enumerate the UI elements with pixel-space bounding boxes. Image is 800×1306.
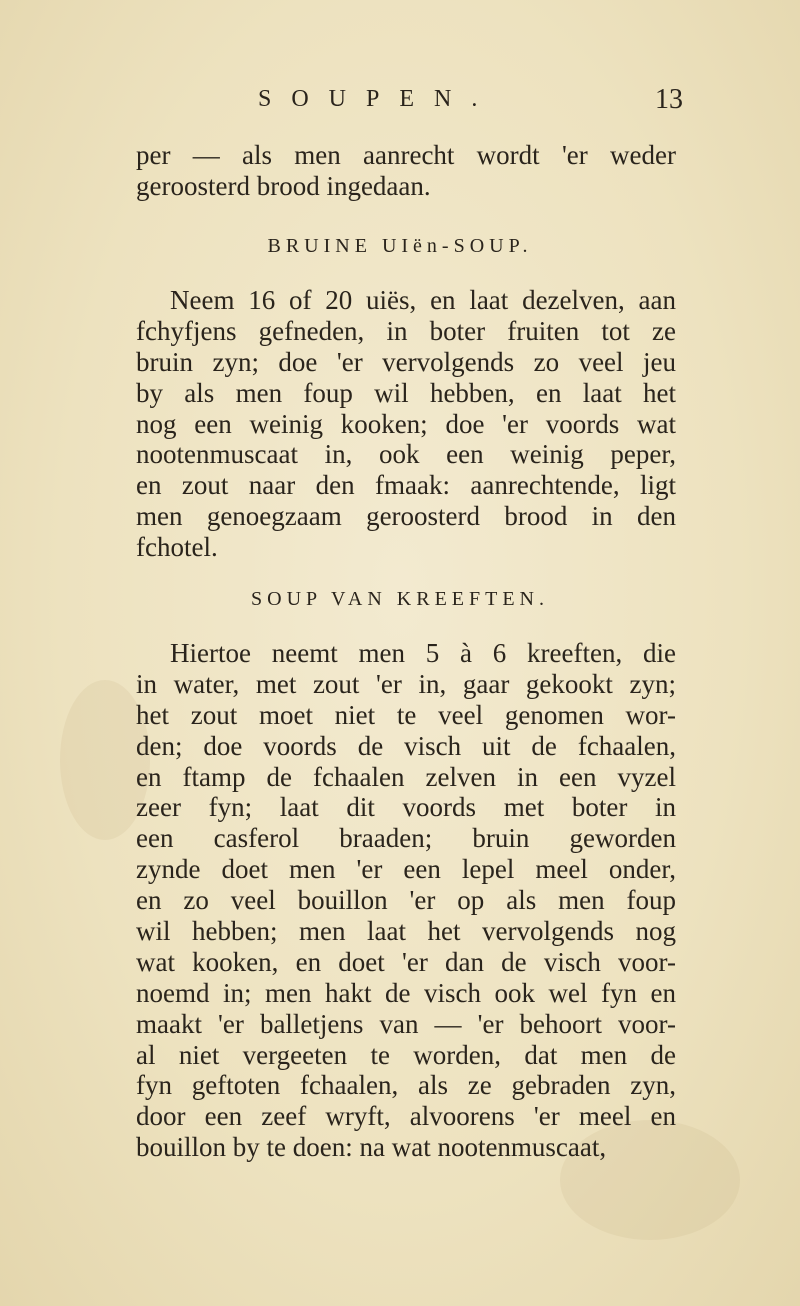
text-line: wat kooken, en doet 'er dan de visch voor- <box>136 946 676 977</box>
text-line: nootenmuscaat in, ook een weinig peper, <box>136 439 676 470</box>
section-paragraph <box>136 285 676 563</box>
text-line: noemd in; men hakt de visch ook wel fyn en <box>136 977 676 1008</box>
text-line: fchotel. <box>136 532 218 563</box>
text-line: den; doe voords de visch uit de fchaalen, <box>136 730 676 761</box>
text-line: by als men foup wil hebben, en laat het <box>136 377 676 408</box>
running-head: SOUPEN. <box>258 86 498 112</box>
text-line: zynde doet men 'er een lepel meel onder, <box>136 854 676 885</box>
text-line: en zout naar den fmaak: aanrechtende, ligt <box>136 470 676 501</box>
text-line: en ftamp de fchaalen zelven in een vyzel <box>136 761 676 792</box>
section-paragraph <box>136 638 676 1163</box>
text-line: het zout moet niet te veel genomen wor- <box>136 699 676 730</box>
page-number: 13 <box>655 84 683 115</box>
section-heading: BRUINE UIën-SOUP. <box>267 235 533 257</box>
text-line: Neem 16 of 20 uiës, en laat dezelven, aan <box>170 285 676 315</box>
text-line: bouillon by te doen: na wat nootenmuscaat, <box>136 1132 607 1163</box>
text-line: een casferol braaden; bruin geworden <box>136 823 676 854</box>
text-line: maakt 'er balletjens van — 'er behoort voor- <box>136 1008 676 1039</box>
text-line: wil hebben; men laat het vervolgends nog <box>136 916 676 947</box>
text-line: door een zeef wryft, alvoorens 'er meel en <box>136 1101 676 1132</box>
text-line: bruin zyn; doe 'er vervolgends zo veel jeu <box>136 346 676 377</box>
text-line: nog een weinig kooken; doe 'er voords wat <box>136 408 676 439</box>
text-line: fyn geftoten fchaalen, als ze gebraden zyn, <box>136 1070 676 1101</box>
text-line: in water, met zout 'er in, gaar gekookt zyn; <box>136 668 676 699</box>
text-line: men genoegzaam geroosterd brood in den <box>136 501 676 532</box>
section-heading: SOUP VAN KREEFTEN. <box>251 588 549 610</box>
text-line: al niet vergeeten te worden, dat men de <box>136 1039 676 1070</box>
text-line: zeer fyn; laat dit voords met boter in <box>136 792 676 823</box>
text-line: en zo veel bouillon 'er op als men foup <box>136 885 676 916</box>
intro-paragraph <box>136 140 676 202</box>
text-line: geroosterd brood ingedaan. <box>136 170 431 201</box>
text-line: Hiertoe neemt men 5 à 6 kreeften, die <box>170 638 676 668</box>
text-line: per — als men aanrecht wordt 'er weder <box>136 140 676 170</box>
text-line: fchyfjens gefneden, in boter fruiten tot ze <box>136 315 676 346</box>
